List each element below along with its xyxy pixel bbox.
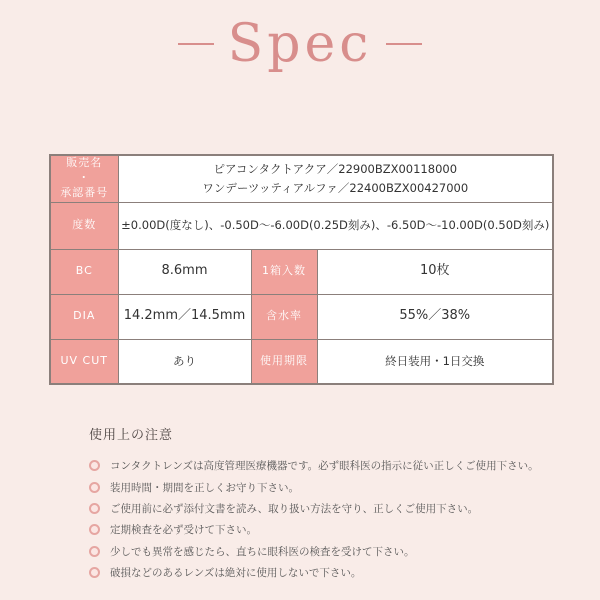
precautions-title: 使用上の注意 (89, 428, 174, 443)
spec-table (49, 154, 554, 385)
spec-value-water: 55%／38% (317, 294, 553, 339)
spec-row-power (50, 202, 553, 249)
precaution-text: 少しでも異常を感じたら、直ちに眼科医の検査を受けて下さい。 (110, 545, 415, 558)
spec-label-usage: 使用期限 (251, 339, 317, 384)
circle-bullet-icon (89, 482, 100, 493)
precaution-item (89, 498, 569, 519)
heading-right-dash (386, 43, 422, 45)
spec-value-product-line2: ワンデーツッティアルファ／22400BZX00427000 (202, 180, 469, 195)
precaution-item (89, 476, 569, 497)
spec-row-product (50, 155, 553, 202)
spec-value-product-line1: ピアコンタクトアクア／22900BZX00118000 (213, 162, 458, 177)
precautions-list (89, 455, 569, 583)
circle-bullet-icon (89, 546, 100, 557)
spec-label-uv: UV CUT (50, 339, 118, 384)
spec-label-water: 含水率 (251, 294, 317, 339)
precaution-text: ご使用前に必ず添付文書を読み、取り扱い方法を守り、正しくご使用下さい。 (110, 502, 479, 515)
precaution-item (89, 519, 569, 540)
spec-label-product-line2: 承認番号 (60, 186, 109, 200)
spec-value-usage: 終日装用・1日交換 (317, 339, 553, 384)
spec-value-uv: あり (118, 339, 251, 384)
page-title: Spec (227, 14, 373, 74)
heading-left-dash (178, 43, 214, 45)
spec-label-dia: DIA (50, 294, 118, 339)
precaution-item (89, 562, 569, 583)
circle-bullet-icon (89, 524, 100, 535)
spec-label-power: 度数 (50, 202, 118, 249)
circle-bullet-icon (89, 567, 100, 578)
precaution-text: 装用時間・期間を正しくお守り下さい。 (110, 481, 299, 494)
spec-label-product-dot: ・ (78, 171, 91, 185)
precaution-item (89, 455, 569, 476)
spec-label-product-line1: 販売名 (66, 156, 103, 170)
spec-row-bc (50, 249, 553, 294)
precaution-text: 破損などのあるレンズは絶対に使用しないで下さい。 (110, 567, 362, 580)
spec-label-bc: BC (50, 249, 118, 294)
precautions-section (89, 424, 569, 583)
spec-row-dia (50, 294, 553, 339)
spec-value-power: ±0.00D(度なし)、-0.50D～-6.00D(0.25D刻み)、-6.50D～-10.00D(0.50D刻み) (118, 202, 553, 249)
precaution-text: コンタクトレンズは高度管理医療機器です。必ず眼科医の指示に従い正しくご使用下さい。 (110, 460, 539, 473)
spec-row-uv (50, 339, 553, 384)
spec-value-product (118, 155, 553, 202)
spec-label-product (50, 155, 118, 202)
circle-bullet-icon (89, 460, 100, 471)
precaution-item (89, 541, 569, 562)
spec-heading (0, 4, 600, 84)
spec-value-dia: 14.2mm／14.5mm (118, 294, 251, 339)
circle-bullet-icon (89, 503, 100, 514)
precaution-text: 定期検査を必ず受けて下さい。 (110, 524, 257, 537)
spec-value-quantity: 10枚 (317, 249, 553, 294)
spec-label-quantity: 1箱入数 (251, 249, 317, 294)
spec-value-bc: 8.6mm (118, 249, 251, 294)
